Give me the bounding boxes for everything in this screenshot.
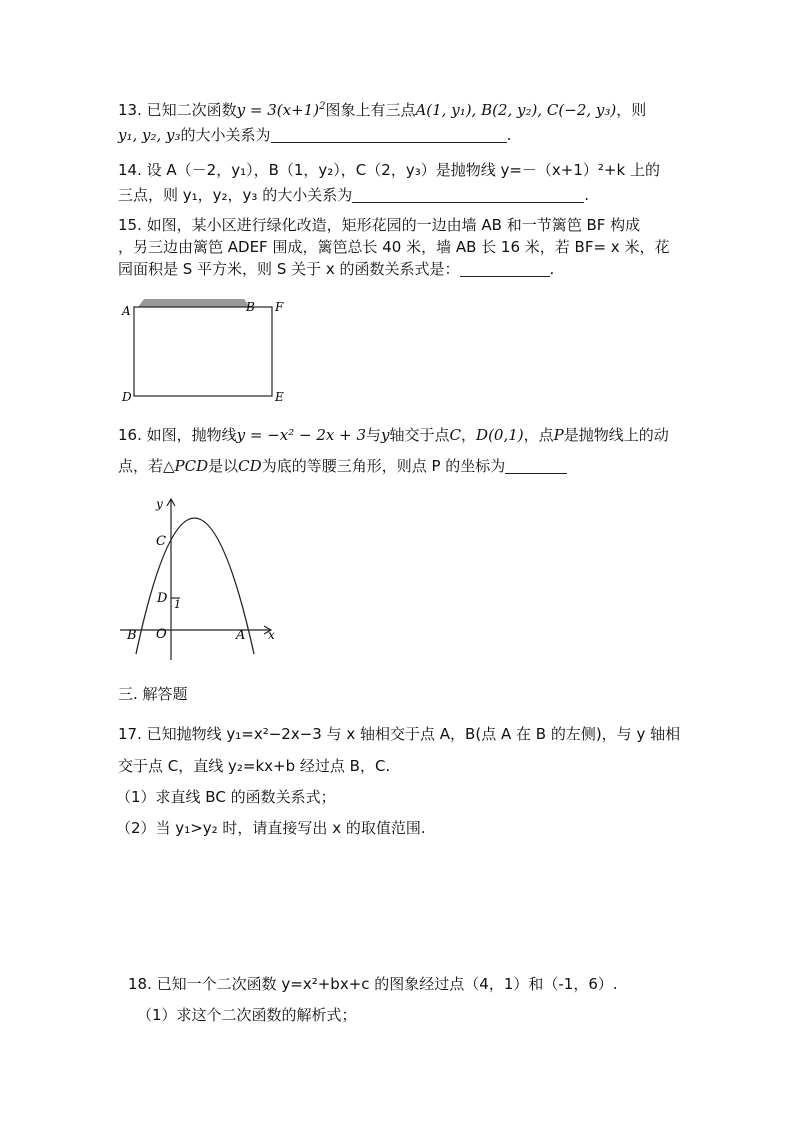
q13-end: ，则	[616, 101, 647, 119]
q14-line2-text: 三点，则 y₁，y₂，y₃ 的大小关系为	[118, 186, 353, 204]
q17-line2: 交于点 C，直线 y₂=kx+b 经过点 B，C.	[118, 757, 391, 775]
q16-text-f: 是抛物线上的动	[563, 426, 669, 444]
q16-cd: CD	[238, 457, 262, 475]
q13-formula: y = 3(x+1)	[236, 101, 320, 119]
q13-number: 13.	[118, 101, 142, 119]
q15-label-d: D	[122, 390, 132, 404]
q13-line2	[118, 125, 511, 145]
q17-part2: （2）当 y₁>y₂ 时，请直接写出 x 的取值范围.	[116, 819, 426, 837]
q16-text-e: ，点	[523, 426, 554, 444]
q13-intro: 已知二次函数	[146, 101, 237, 119]
q15-line3-text: 园面积是 S 平方米，则 S 关于 x 的函数关系式是：	[118, 260, 460, 278]
section-heading: 三. 解答题	[118, 685, 188, 703]
q18-part1: （1）求这个二次函数的解析式；	[137, 1006, 357, 1024]
q15-label-e: E	[275, 390, 284, 404]
q15-label-a: A	[122, 304, 131, 318]
q14-answer-blank[interactable]	[352, 186, 584, 203]
q15-period: .	[549, 260, 555, 278]
q16-axis-y: y	[381, 426, 390, 444]
q15-line1: 15. 如图，某小区进行绿化改造，矩形花园的一边由墙 AB 和一节篱笆 BF 构成	[118, 216, 641, 234]
q16-formula: y = −x² − 2x + 3	[236, 426, 367, 444]
q16-label-1: 1	[174, 598, 181, 611]
q13-formula-exponent: 2	[319, 101, 326, 112]
q13-variables: y₁, y₂, y₃	[118, 126, 181, 144]
q16-triangle: △PCD	[163, 457, 209, 475]
q16-text-a: 如图，抛物线	[146, 426, 237, 444]
q18-line1: 18. 已知一个二次函数 y=x²+bx+c 的图象经过点（4，1）和（-1，6）.	[128, 975, 618, 993]
q16-label-b: B	[127, 628, 137, 643]
q16-text-b: 与	[366, 426, 382, 444]
q16-text-i: 为底的等腰三角形，则点 P 的坐标为	[261, 457, 506, 475]
q16-label-x: x	[268, 628, 275, 642]
q16-text-c: 轴交于点	[389, 426, 450, 444]
q13-line2-text: 的大小关系为	[180, 126, 271, 144]
q16-text-g: 点，若	[118, 457, 164, 475]
q13-mid: 图象上有三点	[325, 101, 416, 119]
q17-part1: （1）求直线 BC 的函数关系式；	[116, 788, 336, 806]
q16-point-p: P	[553, 426, 564, 444]
q13-points: A(1, y₁), B(2, y₂), C(−2, y₃)	[415, 101, 617, 119]
q13-answer-blank[interactable]	[271, 126, 507, 143]
q15-rectangle	[134, 307, 272, 396]
q15-answer-blank[interactable]	[460, 260, 550, 277]
q16-text-d: ，	[461, 426, 477, 444]
q13-line1	[118, 97, 646, 120]
q16-line2	[118, 456, 567, 476]
q16-parabola-figure	[118, 492, 288, 664]
q16-answer-blank[interactable]	[505, 457, 567, 474]
q14-period: .	[584, 186, 589, 204]
q15-wall	[138, 299, 250, 307]
q16-label-a: A	[236, 628, 246, 643]
q15-garden-figure	[110, 290, 300, 410]
q15-label-f: F	[275, 300, 284, 314]
q16-point-d: D(0,1)	[476, 426, 524, 444]
q16-text-h: 是以	[208, 457, 239, 475]
q16-label-d: D	[157, 591, 168, 606]
q13-period: .	[506, 126, 512, 144]
q15-line2: ，另三边由篱笆 ADEF 围成，篱笆总长 40 米，墙 AB 长 16 米，若 BF= x 米，花	[118, 238, 670, 256]
q16-number: 16.	[118, 426, 142, 444]
q14-line2	[118, 185, 589, 205]
q15-line3	[118, 259, 554, 279]
q16-line1	[118, 425, 669, 445]
q15-label-b: B	[246, 300, 255, 314]
q16-label-c: C	[156, 534, 166, 549]
q17-line1: 17. 已知抛物线 y₁=x²−2x−3 与 x 轴相交于点 A，B(点 A 在 B 的左侧)，与 y 轴相	[118, 725, 681, 743]
q16-label-y: y	[156, 497, 163, 511]
q14-line1: 14. 设 A（－2，y₁），B（1，y₂），C（2，y₃）是抛物线 y=－（x+1）²+k 上的	[118, 161, 660, 179]
q16-point-c: C	[449, 426, 462, 444]
q16-label-o: O	[156, 627, 167, 642]
